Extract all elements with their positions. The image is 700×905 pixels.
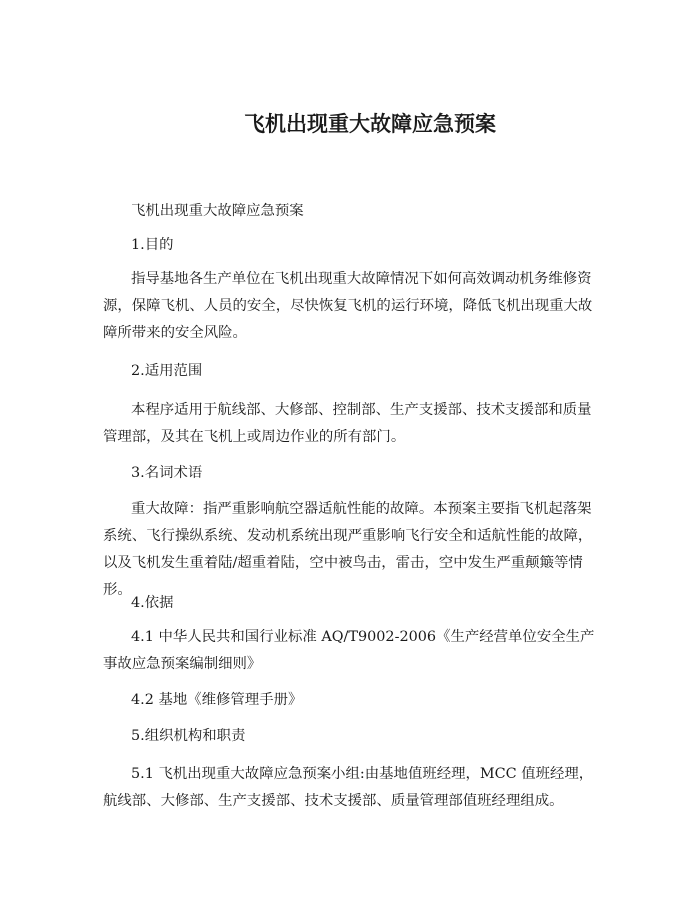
- document-title: 飞机出现重大故障应急预案: [244, 111, 496, 136]
- paragraph-terms: 重大故障：指严重影响航空器适航性能的故障。本预案主要指飞机起落架系统、飞行操纵系统、发动机系统出现严重影响飞行安全和适航性能的故障，以及飞机发生重着陆/超重着陆，空中被鸟击，雷击，空中发生严重颠簸等情形。: [103, 501, 593, 598]
- section-heading-scope: 2.适用范围: [131, 363, 203, 379]
- paragraph-scope: 本程序适用于航线部、大修部、控制部、生产支援部、技术支援部和质量管理部，及其在飞机上或周边作业的所有部门。: [103, 402, 592, 445]
- paragraph-basis-4-2: 4.2 基地《维修管理手册》: [131, 692, 303, 708]
- section-heading-purpose: 1.目的: [131, 237, 174, 253]
- paragraph-purpose: 指导基地各生产单位在飞机出现重大故障情况下如何高效调动机务维修资源，保障飞机、人员的安全，尽快恢复飞机的运行环境，降低飞机出现重大故障所带来的安全风险。: [103, 271, 593, 341]
- section-heading-terms: 3.名词术语: [131, 465, 203, 481]
- paragraph-basis-4-1: 4.1 中华人民共和国行业标准 AQ/T9002-2006《生产经营单位安全生产事故应急预案编制细则》: [103, 629, 595, 672]
- subtitle-line: 飞机出现重大故障应急预案: [131, 203, 304, 219]
- paragraph-organization-5-1: 5.1 飞机出现重大故障应急预案小组:由基地值班经理，MCC 值班经理，航线部、大修部、生产支援部、技术支援部、质量管理部值班经理组成。: [103, 766, 594, 809]
- section-heading-organization: 5.组织机构和职责: [131, 728, 246, 744]
- section-heading-basis: 4.依据: [131, 595, 174, 611]
